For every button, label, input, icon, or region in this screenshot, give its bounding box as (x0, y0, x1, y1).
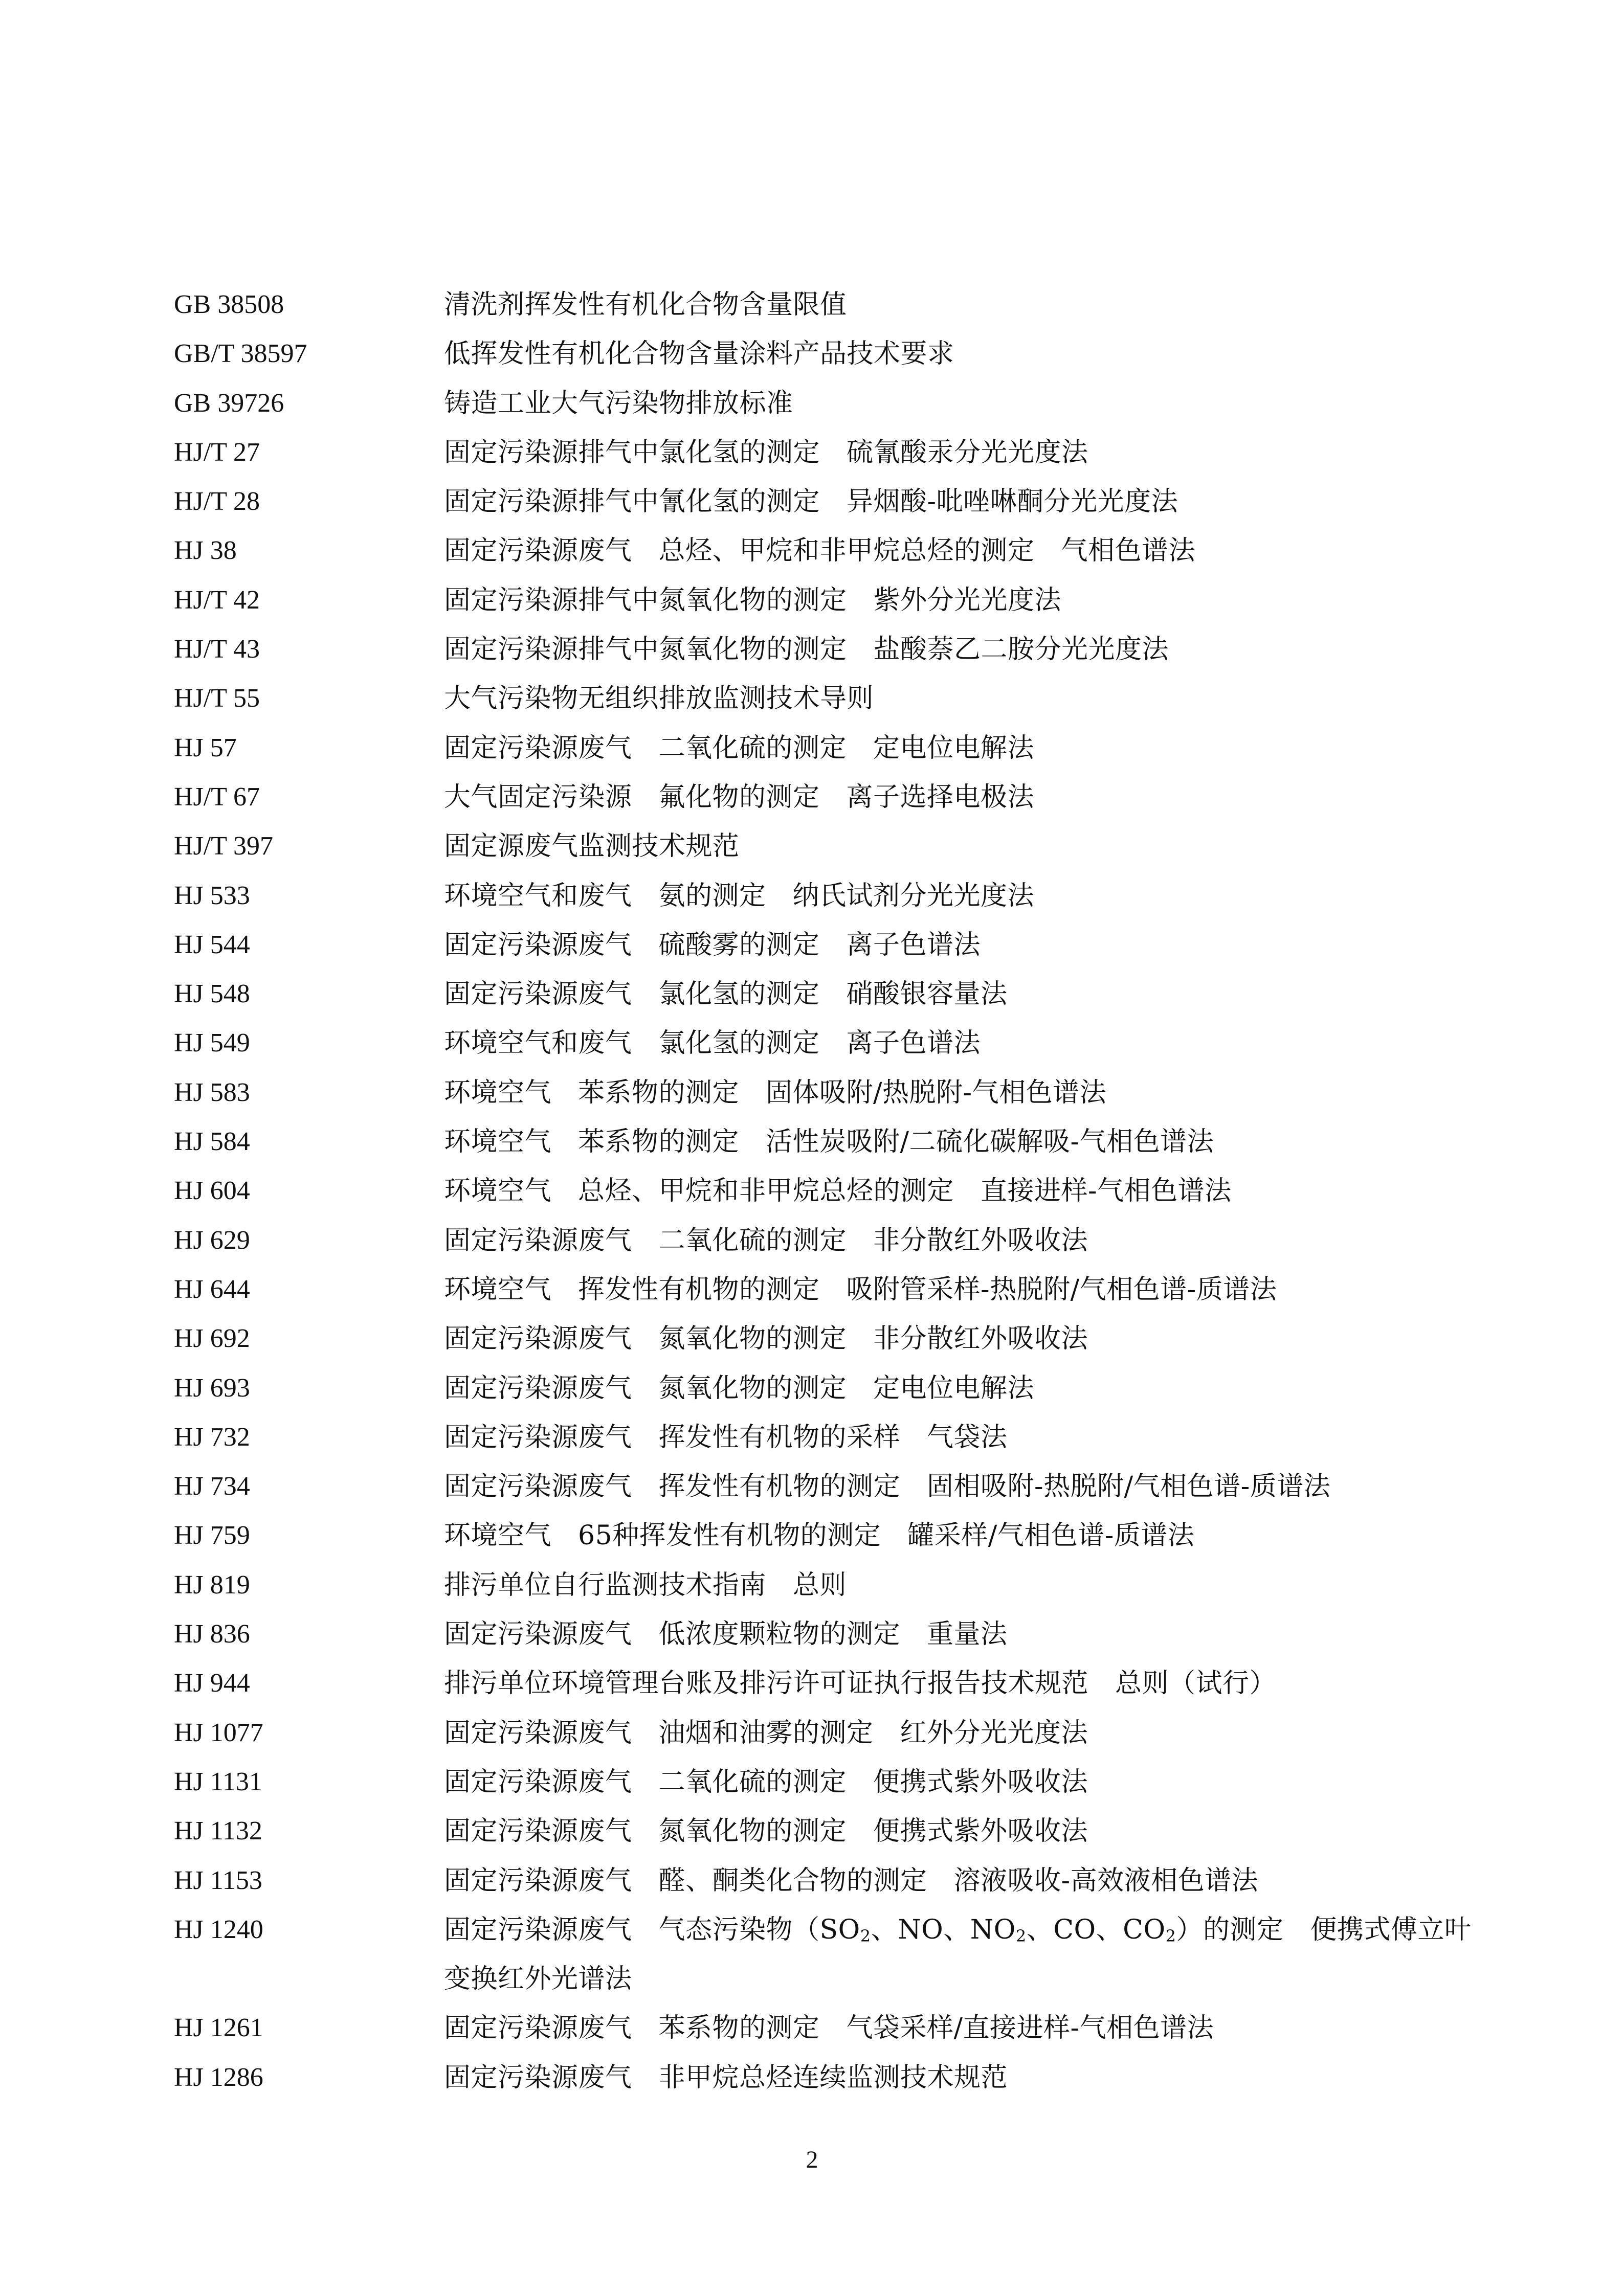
standard-code: HJ 693 (174, 1373, 250, 1403)
standard-code: HJ 549 (174, 1028, 250, 1058)
standard-code: HJ 732 (174, 1422, 250, 1452)
title-segment: 紫外分光光度法 (873, 584, 1062, 616)
standard-code: HJ 1132 (174, 1816, 262, 1846)
title-segment: 硫氰酸汞分光光度法 (847, 437, 1088, 468)
title-segment: 二氧化硫的测定 (658, 732, 847, 763)
title-segment: 挥发性有机物的采样 (658, 1422, 901, 1453)
title-segment: 红外分光光度法 (900, 1717, 1088, 1748)
standard-title (444, 1511, 1483, 1560)
title-segment: 便携式紫外吸收法 (873, 1766, 1088, 1797)
title-segment: 固定污染源排气中氮氧化物的测定 (444, 634, 847, 665)
standard-title (444, 477, 1483, 526)
title-segment: 总则 (793, 1569, 847, 1601)
title-segment: 固体吸附/热脱附-气相色谱法 (766, 1077, 1107, 1108)
standard-code: HJ 1077 (174, 1718, 263, 1747)
standard-code: HJ 548 (174, 979, 250, 1009)
reference-row (174, 1413, 1483, 1462)
standard-code: HJ 759 (174, 1521, 250, 1550)
standard-title (444, 2053, 1483, 2102)
standard-title (444, 773, 1483, 822)
title-segment: 直接进样-气相色谱法 (981, 1176, 1232, 1207)
standard-title (444, 1364, 1483, 1413)
title-segment: 固定污染源废气 (444, 1914, 632, 1945)
standard-title (444, 1610, 1483, 1659)
reference-row (174, 280, 1483, 329)
standard-title (444, 724, 1483, 773)
page-number: 2 (806, 2146, 818, 2173)
title-segment: 大气污染物无组织排放监测技术导则 (444, 683, 874, 714)
title-segment: 固定污染源废气 (444, 1816, 632, 1847)
reference-row (174, 1019, 1483, 1068)
standard-code: HJ/T 397 (174, 831, 274, 861)
standard-code: HJ 836 (174, 1619, 250, 1649)
title-segment: 便携式紫外吸收法 (873, 1816, 1088, 1847)
standard-title (444, 1856, 1483, 1905)
title-segment: 排污单位自行监测技术指南 (444, 1569, 767, 1601)
title-segment: 固定污染源废气 (444, 979, 632, 1010)
standard-title (444, 1758, 1483, 1807)
title-segment: 氯化氢的测定 (658, 1028, 820, 1059)
standard-code: GB 39726 (174, 388, 284, 418)
title-segment: 吸附管采样-热脱附/气相色谱-质谱法 (846, 1274, 1277, 1305)
title-segment: 环境空气 (444, 1274, 552, 1305)
standard-title (444, 576, 1483, 625)
standard-code: HJ/T 43 (174, 635, 260, 664)
title-segment: 固定污染源废气 (444, 1422, 632, 1453)
title-segment: 气态污染物（$SO_2$、NO、$NO_2$、CO、$CO_2$）的测定 (658, 1914, 1284, 1946)
standard-title (444, 526, 1483, 575)
standard-code: HJ 38 (174, 536, 237, 566)
standard-title (444, 379, 1483, 428)
title-segment: 气袋法 (927, 1422, 1008, 1453)
reference-row (174, 526, 1483, 575)
standard-code: HJ/T 42 (174, 585, 260, 615)
title-segment: 排污单位环境管理台账及排污许可证执行报告技术规范 (444, 1668, 1089, 1699)
standard-title (444, 822, 1483, 871)
standard-title (444, 1659, 1483, 1708)
reference-row (174, 2004, 1483, 2053)
standard-code: HJ 1261 (174, 2013, 263, 2043)
standard-code: HJ 1131 (174, 1767, 262, 1796)
reference-row (174, 379, 1483, 428)
title-segment: 氯化氢的测定 (658, 979, 820, 1010)
reference-row (174, 1068, 1483, 1117)
standard-code: HJ 734 (174, 1472, 250, 1501)
title-segment: 盐酸萘乙二胺分光光度法 (873, 634, 1169, 665)
reference-row (174, 970, 1483, 1019)
title-segment: 异烟酸-吡唑啉酮分光光度法 (847, 486, 1178, 517)
title-segment: 固定污染源废气 (444, 1619, 632, 1650)
standard-title (444, 1708, 1483, 1758)
title-segment: 固定污染源排气中氮氧化物的测定 (444, 584, 847, 616)
reference-row (174, 2053, 1483, 2102)
reference-row (174, 1117, 1483, 1166)
standard-code: HJ 1240 (174, 1915, 263, 1944)
standard-title (444, 329, 1483, 378)
reference-row (174, 1610, 1483, 1659)
standard-code: GB/T 38597 (174, 339, 307, 369)
standard-code: HJ/T 55 (174, 684, 260, 713)
title-segment: 固定污染源废气 (444, 732, 632, 763)
reference-row (174, 1265, 1483, 1314)
standard-title (444, 1807, 1483, 1856)
title-segment: 罐采样/气相色谱-质谱法 (907, 1520, 1195, 1551)
standard-title (444, 674, 1483, 723)
standard-title (444, 871, 1483, 920)
title-segment: 环境空气 (444, 1520, 552, 1551)
title-segment: 氨的测定 (658, 880, 766, 911)
standard-code: HJ 1153 (174, 1865, 262, 1895)
title-segment: 挥发性有机物的测定 (578, 1274, 820, 1305)
title-segment: 环境空气 (444, 1176, 552, 1207)
title-segment: 纳氏试剂分光光度法 (792, 880, 1035, 911)
title-segment: 低挥发性有机化合物含量涂料产品技术要求 (444, 339, 954, 370)
title-segment: 环境空气 (444, 1127, 552, 1158)
title-segment: 氮氧化物的测定 (658, 1372, 847, 1404)
standard-title (444, 1068, 1483, 1117)
reference-row (174, 1708, 1483, 1758)
reference-row (174, 1462, 1483, 1511)
title-segment: 醛、酮类化合物的测定 (658, 1865, 927, 1896)
standard-code: HJ 819 (174, 1570, 250, 1600)
title-segment: 总烃、甲烷和非甲烷总烃的测定 (658, 535, 1035, 567)
normative-reference-list (174, 280, 1483, 2102)
standard-code: HJ 583 (174, 1077, 250, 1107)
standard-title (444, 1166, 1483, 1215)
title-segment: 苯系物的测定 (658, 2013, 820, 2044)
standard-title (444, 920, 1483, 970)
reference-row (174, 428, 1483, 477)
title-segment: 环境空气和废气 (444, 880, 632, 911)
reference-row (174, 1807, 1483, 1856)
standard-code: HJ 604 (174, 1176, 250, 1206)
standard-code: HJ 1286 (174, 2062, 263, 2092)
title-segment: 氮氧化物的测定 (658, 1816, 847, 1847)
title-segment: 固定污染源废气 (444, 1471, 632, 1502)
title-segment: 非分散红外吸收法 (873, 1323, 1088, 1355)
reference-row (174, 1511, 1483, 1560)
title-segment: 氟化物的测定 (658, 781, 820, 813)
standard-title (444, 1462, 1483, 1511)
title-segment: 总则（试行） (1115, 1668, 1277, 1699)
reference-row (174, 1758, 1483, 1807)
title-segment: 固定污染源废气 (444, 1323, 632, 1355)
reference-row (174, 773, 1483, 822)
standard-title (444, 625, 1483, 674)
title-segment: 定电位电解法 (873, 1372, 1035, 1404)
reference-row (174, 625, 1483, 674)
title-segment: 固相吸附-热脱附/气相色谱-质谱法 (927, 1471, 1331, 1502)
standard-title (444, 1216, 1483, 1265)
standard-title (444, 280, 1483, 329)
reference-row (174, 822, 1483, 871)
standard-title (444, 428, 1483, 477)
title-segment: 挥发性有机物的测定 (658, 1471, 901, 1502)
standard-code: HJ 629 (174, 1225, 250, 1255)
reference-row (174, 674, 1483, 723)
title-segment: 重量法 (927, 1619, 1008, 1650)
title-segment: 氮氧化物的测定 (658, 1323, 847, 1355)
standard-code: HJ 584 (174, 1127, 250, 1157)
standard-code: HJ 533 (174, 881, 250, 910)
standard-title (444, 1413, 1483, 1462)
standard-code: HJ 692 (174, 1324, 250, 1354)
title-segment: 固定污染源排气中氯化氢的测定 (444, 437, 820, 468)
title-segment: 离子色谱法 (846, 1028, 981, 1059)
title-segment: 硫酸雾的测定 (658, 929, 820, 960)
reference-row (174, 1314, 1483, 1363)
title-segment: 苯系物的测定 (578, 1127, 740, 1158)
title-segment: 固定污染源废气 (444, 2013, 632, 2044)
title-segment: 固定污染源废气 (444, 1717, 632, 1748)
reference-row (174, 1659, 1483, 1708)
title-segment: 固定污染源废气 (444, 1766, 632, 1797)
standard-code: HJ/T 28 (174, 487, 260, 516)
standard-title (444, 2004, 1483, 2053)
title-segment: 固定源废气监测技术规范 (444, 831, 740, 862)
standard-code: HJ 544 (174, 930, 250, 959)
title-segment: 固定污染源废气 (444, 2062, 632, 2093)
standard-title (444, 1905, 1483, 2004)
title-segment: 65种挥发性有机物的测定 (578, 1520, 881, 1551)
standard-code: HJ/T 27 (174, 437, 260, 467)
title-segment: 定电位电解法 (873, 732, 1035, 763)
standard-code: HJ/T 67 (174, 782, 260, 812)
title-segment: 大气固定污染源 (444, 781, 632, 813)
reference-row (174, 1856, 1483, 1905)
reference-row (174, 1216, 1483, 1265)
standard-code: HJ 944 (174, 1669, 250, 1698)
reference-row (174, 1364, 1483, 1413)
standard-code: HJ 57 (174, 733, 237, 762)
title-segment: 非分散红外吸收法 (873, 1225, 1088, 1256)
title-segment: 气相色谱法 (1061, 535, 1196, 567)
title-segment: 便携式傅立叶变换红外光谱法 (444, 1914, 1472, 1995)
title-segment: 清洗剂挥发性有机化合物含量限值 (444, 289, 847, 320)
title-segment: 气袋采样/直接进样-气相色谱法 (846, 2013, 1214, 2044)
title-segment: 活性炭吸附/二硫化碳解吸-气相色谱法 (766, 1127, 1214, 1158)
title-segment: 离子色谱法 (846, 929, 981, 960)
reference-row (174, 724, 1483, 773)
reference-row (174, 871, 1483, 920)
standard-code: GB 38508 (174, 290, 284, 319)
reference-row (174, 920, 1483, 970)
title-segment: 环境空气和废气 (444, 1028, 632, 1059)
title-segment: 固定污染源废气 (444, 1372, 632, 1404)
title-segment: 低浓度颗粒物的测定 (658, 1619, 901, 1650)
title-segment: 油烟和油雾的测定 (658, 1717, 874, 1748)
reference-row (174, 1561, 1483, 1610)
title-segment: 固定污染源排气中氰化氢的测定 (444, 486, 820, 517)
title-segment: 固定污染源废气 (444, 929, 632, 960)
title-segment: 固定污染源废气 (444, 1225, 632, 1256)
title-segment: 硝酸银容量法 (846, 979, 1008, 1010)
title-segment: 固定污染源废气 (444, 1865, 632, 1896)
reference-row (174, 576, 1483, 625)
standard-title (444, 1561, 1483, 1610)
reference-row (174, 477, 1483, 526)
title-segment: 非甲烷总烃连续监测技术规范 (658, 2062, 1008, 2093)
standard-title (444, 1314, 1483, 1363)
reference-row (174, 1905, 1483, 2004)
standard-title (444, 1019, 1483, 1068)
title-segment: 离子选择电极法 (846, 781, 1035, 813)
standard-title (444, 970, 1483, 1019)
title-segment: 二氧化硫的测定 (658, 1766, 847, 1797)
reference-row (174, 1166, 1483, 1215)
title-segment: 二氧化硫的测定 (658, 1225, 847, 1256)
title-segment: 铸造工业大气污染物排放标准 (444, 388, 793, 419)
standard-title (444, 1265, 1483, 1314)
standard-code: HJ 644 (174, 1274, 250, 1304)
reference-row (174, 329, 1483, 378)
standard-title (444, 1117, 1483, 1166)
title-segment: 总烃、甲烷和非甲烷总烃的测定 (578, 1176, 954, 1207)
title-segment: 环境空气 (444, 1077, 552, 1108)
title-segment: 溶液吸收-高效液相色谱法 (953, 1865, 1259, 1896)
title-segment: 苯系物的测定 (578, 1077, 740, 1108)
title-segment: 固定污染源废气 (444, 535, 632, 567)
